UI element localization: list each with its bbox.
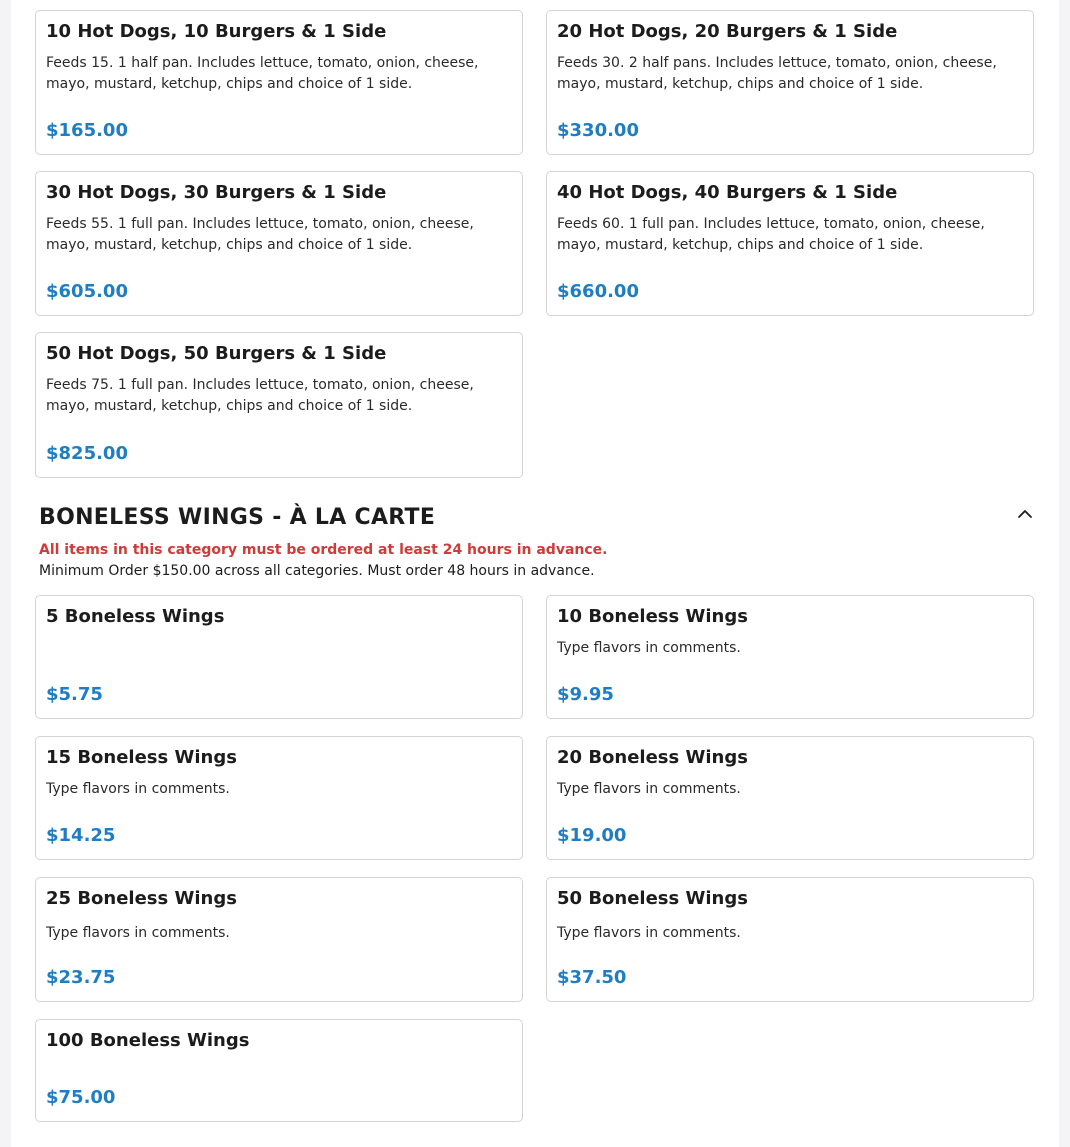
advance-order-notice: All items in this category must be ordered at least 24 hours in advance. <box>39 542 608 558</box>
menu-item-title: 100 Boneless Wings <box>46 1030 250 1051</box>
menu-item-description: Type flavors in comments. <box>557 925 741 941</box>
menu-item-card[interactable] <box>546 171 1034 316</box>
menu-item-title: 40 Hot Dogs, 40 Burgers & 1 Side <box>557 182 898 203</box>
menu-item-description: Type flavors in comments. <box>46 925 230 941</box>
menu-item-description: Type flavors in comments. <box>557 640 741 656</box>
menu-item-card[interactable] <box>35 736 523 860</box>
menu-item-title: 20 Boneless Wings <box>557 747 748 768</box>
menu-item-price: $23.75 <box>46 967 116 988</box>
menu-item-title: 50 Boneless Wings <box>557 888 748 909</box>
chevron-up-icon <box>1015 504 1035 524</box>
category-header <box>39 504 1035 580</box>
menu-item-price: $165.00 <box>46 120 128 141</box>
menu-item-price: $9.95 <box>557 684 614 705</box>
menu-item-title: 10 Boneless Wings <box>557 606 748 627</box>
menu-item-description: Type flavors in comments. <box>557 781 741 797</box>
menu-item-card[interactable] <box>546 736 1034 860</box>
menu-item-description: Feeds 75. 1 full pan. Includes lettuce, tomato, onion, cheese, mayo, mustard, ketchup, chips and choice of 1 side. <box>46 377 474 414</box>
menu-item-card[interactable] <box>546 595 1034 719</box>
collapse-category-button[interactable] <box>1015 504 1035 524</box>
menu-item-title: 5 Boneless Wings <box>46 606 225 627</box>
menu-item-card[interactable] <box>35 595 523 719</box>
menu-item-title: 50 Hot Dogs, 50 Burgers & 1 Side <box>46 343 387 364</box>
menu-item-title: 15 Boneless Wings <box>46 747 237 768</box>
menu-item-price: $660.00 <box>557 281 639 302</box>
menu-item-price: $330.00 <box>557 120 639 141</box>
menu-item-description: Feeds 55. 1 full pan. Includes lettuce, tomato, onion, cheese, mayo, mustard, ketchup, chips and choice of 1 side. <box>46 216 474 253</box>
menu-item-price: $825.00 <box>46 443 128 464</box>
menu-item-description: Feeds 15. 1 half pan. Includes lettuce, tomato, onion, cheese, mayo, mustard, ketchup, chips and choice of 1 side. <box>46 55 479 92</box>
menu-item-title: 25 Boneless Wings <box>46 888 237 909</box>
category-title: BONELESS WINGS - À LA CARTE <box>39 505 436 530</box>
menu-item-card[interactable] <box>35 1019 523 1122</box>
menu-item-price: $605.00 <box>46 281 128 302</box>
menu-item-card[interactable] <box>546 877 1034 1002</box>
menu-item-price: $37.50 <box>557 967 627 988</box>
menu-item-description: Feeds 30. 2 half pans. Includes lettuce, tomato, onion, cheese, mayo, mustard, ketchup, chips and choice of 1 side. <box>557 55 997 92</box>
menu-item-card[interactable] <box>35 10 523 155</box>
menu-item-title: 20 Hot Dogs, 20 Burgers & 1 Side <box>557 21 898 42</box>
menu-page <box>11 0 1059 1147</box>
wings-items-grid <box>35 595 1034 1122</box>
menu-item-card[interactable] <box>35 877 523 1002</box>
menu-item-card[interactable] <box>35 332 523 478</box>
menu-item-price: $19.00 <box>557 825 627 846</box>
menu-item-price: $5.75 <box>46 684 103 705</box>
menu-item-title: 10 Hot Dogs, 10 Burgers & 1 Side <box>46 21 387 42</box>
next-section-peek <box>35 1141 215 1147</box>
menu-item-card[interactable] <box>35 171 523 316</box>
menu-item-price: $14.25 <box>46 825 116 846</box>
menu-item-price: $75.00 <box>46 1087 116 1108</box>
menu-item-card[interactable] <box>546 10 1034 155</box>
menu-item-title: 30 Hot Dogs, 30 Burgers & 1 Side <box>46 182 387 203</box>
minimum-order-notice: Minimum Order $150.00 across all categories. Must order 48 hours in advance. <box>39 563 595 579</box>
menu-item-description: Feeds 60. 1 full pan. Includes lettuce, tomato, onion, cheese, mayo, mustard, ketchup, chips and choice of 1 side. <box>557 216 985 253</box>
menu-item-description: Type flavors in comments. <box>46 781 230 797</box>
combo-items-grid <box>35 10 1034 478</box>
